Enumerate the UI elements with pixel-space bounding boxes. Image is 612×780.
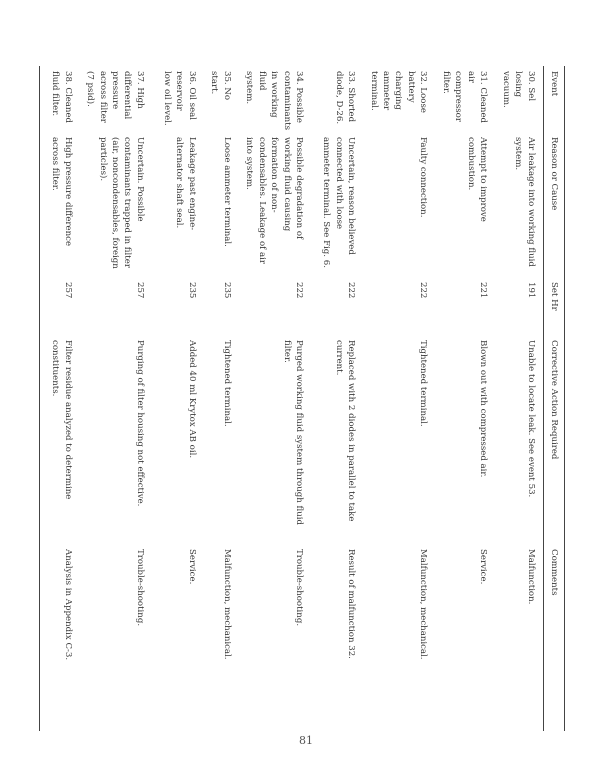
cell-event: 35. No start.	[209, 71, 232, 101]
cell-event: 33. Shorted diode, D-26.	[333, 71, 357, 125]
cell-comments: Trouble-shooting.	[134, 549, 145, 627]
event-log-table	[39, 66, 565, 731]
cell-set-hr: 257	[62, 282, 73, 299]
cell-event: 32. Loose battery charging ammeter terminal.	[368, 71, 429, 113]
cell-reason: Possible degradation of working fluid causing formation of non-condensables. Leakage of air into system.	[244, 137, 305, 265]
cell-comments: Malfunction.	[525, 549, 536, 605]
table-row	[435, 66, 495, 731]
cell-action: Added 40 ml Krytox AB oil.	[186, 340, 197, 459]
table-row	[495, 66, 543, 731]
cell-set-hr: 235	[221, 282, 232, 299]
cell-comments: Malfunction, mechanical.	[418, 549, 429, 660]
cell-action: Unable to locate leak. See event 53.	[525, 340, 536, 498]
cell-action: Filter residue analyzed to determine constituents.	[50, 340, 73, 500]
cell-action: Purged working fluid system through fluid filter.	[281, 340, 305, 526]
cell-set-hr: 222	[418, 282, 429, 299]
table-row	[40, 66, 80, 731]
cell-action: Replaced with 2 diodes in parallel to take current.	[333, 340, 357, 522]
table-header-row	[543, 66, 564, 731]
cell-set-hr: 257	[134, 282, 145, 299]
table-row	[239, 66, 311, 731]
cell-set-hr: 235	[186, 282, 197, 299]
cell-comments: Service.	[478, 549, 489, 585]
cell-action: Tightened terminal.	[221, 340, 232, 427]
cell-reason: Faulty connection.	[418, 137, 429, 218]
table-row	[363, 66, 435, 731]
cell-comments: Analysis in Appendix C-3.	[62, 549, 73, 661]
table-row	[80, 66, 152, 731]
rotated-table-container	[50, 66, 565, 731]
cell-action: Purging of filter housing not effective.	[134, 340, 145, 507]
cell-set-hr: 191	[525, 282, 536, 299]
cell-reason: Loose ammeter terminal.	[221, 137, 232, 247]
cell-set-hr: 221	[478, 282, 489, 299]
header-event: Event	[549, 71, 559, 97]
cell-event: 34. Possible contaminants in working fluid system.	[244, 71, 305, 131]
header-reason: Reason or Cause	[549, 137, 559, 211]
cell-reason: Uncertain, reason believed connected with loose ammeter terminal. See Fig. 6.	[321, 137, 357, 268]
cell-comments: Result of malfunction 32.	[346, 549, 357, 659]
cell-action: Blown out with compressed air.	[478, 340, 489, 478]
cell-event: 31. Cleaned air compressor filter.	[440, 71, 489, 124]
table-row	[204, 66, 239, 731]
cell-event: 30. Sel losing vacuum.	[500, 71, 536, 108]
cell-set-hr: 222	[346, 282, 357, 299]
cell-reason: Leakage past engine-alternator shaft seal.	[174, 137, 197, 231]
page-number: 81	[299, 734, 313, 747]
table-row	[311, 66, 363, 731]
cell-set-hr: 222	[294, 282, 305, 299]
cell-reason: Attempt to improve combustion.	[465, 137, 489, 222]
header-action: Corrective Action Required	[549, 340, 559, 460]
table-row	[152, 66, 204, 731]
cell-event: 37. High differential pressure across filter (7 psid).	[85, 71, 145, 123]
header-set-hr: Set Hr	[549, 282, 559, 311]
cell-reason: Uncertain. Possible contaminants trapped in filter (air, noncondensables, foreign particles).	[97, 137, 145, 269]
cell-comments: Service.	[186, 549, 197, 585]
cell-event: 36. Oil seal reservoir low oil level.	[162, 71, 197, 126]
cell-event: 38. Cleaned fluid filter.	[50, 71, 73, 124]
cell-comments: Trouble-shooting.	[294, 549, 305, 627]
cell-reason: Air leakage into working fluid system.	[513, 137, 536, 267]
cell-action: Tightened terminal.	[418, 340, 429, 427]
cell-reason: High pressure difference across filter.	[50, 137, 73, 247]
cell-comments: Malfunction, mechanical.	[221, 549, 232, 660]
header-comments: Comments	[549, 549, 559, 596]
